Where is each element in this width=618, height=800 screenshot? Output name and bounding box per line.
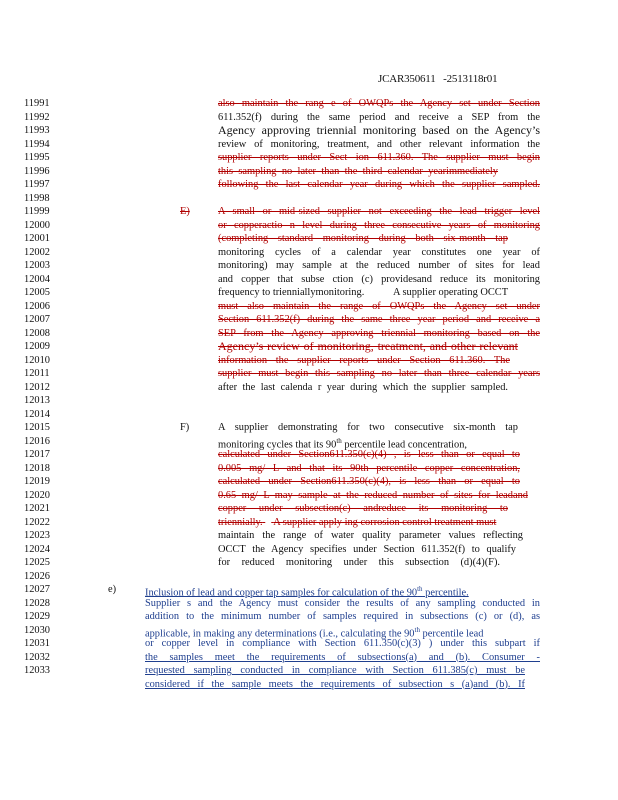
line-number: 11998 [24, 192, 50, 204]
document-id: JCAR350611 [378, 73, 436, 85]
line-number: 12007 [24, 314, 50, 325]
line-number: 12015 [24, 422, 50, 433]
text-line-12020: copper under subsection(c) andreduce its monitoring to [218, 503, 508, 514]
line-number: 11999 [24, 206, 50, 217]
text-line-12024: for reduced monitoring under this subsection (d)(4)(F). [218, 557, 500, 568]
line-number: 12014 [24, 408, 50, 420]
text-line-12032: requested sampling conducted in compliance with Section 611.385(c) must be [145, 665, 525, 676]
text-line-12014: A supplier demonstrating for two consecutive six-month tap [218, 422, 518, 433]
text-line-12015-part-a: monitoring cycles that its 90 [218, 438, 337, 450]
text-line-12016: calculated under Section611.350(c)(4) , is less than or equal to [218, 449, 520, 460]
text-line-12023: OCCT the Agency specifies under Section 611.352(f) to qualify [218, 543, 516, 555]
document-revision: -2513118r01 [443, 73, 498, 85]
text-line-12003: monitoring) may sample at the reduced number of sites for lead [218, 260, 540, 271]
text-line-11996: this sampling no later than the third calendar yearimmediately [218, 165, 498, 177]
text-line-12005 [218, 286, 540, 300]
item-marker-e-upper: E) [180, 206, 190, 217]
text-line-12021-part-b: A supplier apply ing corrosion control treatment must [273, 516, 497, 528]
superscript-th: th [336, 436, 342, 445]
line-number: 12009 [24, 341, 50, 352]
line-number: 11993 [24, 125, 50, 136]
line-number: 12025 [24, 557, 50, 568]
line-number: 12002 [24, 246, 50, 258]
line-number: 12030 [24, 624, 50, 636]
text-line-11994: review of monitoring, treatment, and other relevant information the [218, 138, 540, 150]
text-line-12031: the samples meet the requirements of subsections(a) and (b). Consumer - [145, 651, 540, 663]
line-number: 12020 [24, 489, 50, 501]
line-number: 12013 [24, 395, 50, 406]
line-number: 12006 [24, 300, 50, 312]
line-number-column [24, 97, 50, 678]
text-line-12015 [218, 435, 518, 449]
text-line-12022: maintain the range of water quality parameter values reflecting [218, 530, 523, 541]
line-number: 12008 [24, 327, 50, 339]
text-line-11993: Agency approving triennial monitoring based on the Agency’s [218, 123, 540, 137]
text-line-12002: monitoring cycles of a calendar year constitutes one year of [218, 246, 540, 258]
line-number: 11994 [24, 138, 50, 150]
text-line-12008: SEP from the Agency approving triennial monitoring based on the [218, 327, 540, 339]
line-number: 12029 [24, 611, 50, 622]
text-line-12017: 0.005 mg/ L and that its 90th percentile copper concentration, [218, 462, 520, 474]
text-line-12026 [145, 583, 525, 597]
line-number: 12010 [24, 354, 50, 366]
text-line-11991: also maintain the rang e of OWQPs the Agency set under Section [218, 98, 540, 109]
line-number: 12022 [24, 516, 50, 528]
line-number: 12011 [24, 368, 50, 379]
line-number: 12023 [24, 530, 50, 541]
item-marker-e-lower: e) [108, 584, 117, 595]
line-number: 12019 [24, 476, 50, 487]
text-line-12029 [145, 624, 540, 638]
text-line-12006: must also maintain the range of OWQPs the Agency set under [218, 300, 540, 312]
text-line-12005-part-b: A supplier operating OCCT [392, 287, 509, 298]
text-line-12026-part-b: percentile. [422, 587, 469, 599]
line-number: 12033 [24, 665, 50, 676]
line-number: 12028 [24, 597, 50, 609]
line-number: 11995 [24, 152, 50, 163]
text-line-11999: A small or mid-sized supplier not exceeding the lead trigger level [218, 206, 540, 217]
text-line-12033: considered if the sample meets the requirements of subsection s (a)and (b). If [145, 678, 525, 690]
line-number: 12018 [24, 462, 50, 474]
text-line-12028: addition to the minimum number of samples required in subsections (c) or (d), as [145, 611, 540, 622]
line-number: 12024 [24, 543, 50, 555]
text-line-12007: Section 611.352(f) during the same three year period and receive a [218, 314, 540, 325]
line-number: 12012 [24, 381, 50, 393]
line-number: 12003 [24, 260, 50, 271]
line-number: 12016 [24, 435, 50, 447]
line-number: 11997 [24, 179, 50, 190]
line-number: 11996 [24, 165, 50, 177]
text-line-12026-part-a: Inclusion of lead and copper tap samples for calculation of the 90 [145, 587, 418, 599]
text-line-12009: Agency’s review of monitoring, treatment, and other relevant [218, 339, 518, 353]
text-line-11997: following the last calendar year during which the supplier sampled. [218, 179, 540, 190]
text-line-12004: and copper that subse ction (c) providesand reduce its monitoring [218, 273, 540, 285]
text-line-11992: 611.352(f) during the same period and receive a SEP from the [218, 111, 540, 123]
line-number: 12001 [24, 233, 50, 244]
line-number: 12021 [24, 503, 50, 514]
text-line-12015-part-b: percentile lead concentration, [341, 438, 467, 450]
text-line-12021 [218, 516, 533, 530]
text-line-12018: calculated under Section611.350(c)(4), is less than or equal to [218, 476, 520, 487]
superscript-th: th [417, 585, 423, 593]
page-header [378, 73, 497, 85]
text-line-12010: information the supplier reports under Section 611.360. The [218, 354, 510, 366]
text-line-12012: after the last calenda r year during which the supplier sampled. [218, 381, 508, 393]
line-number: 12031 [24, 638, 50, 649]
text-line-12000: or copperactio n level during three consecutive years of monitoring [218, 219, 540, 231]
text-line-12021-part-a: triennially. [218, 516, 263, 528]
superscript-th: th [414, 625, 420, 634]
line-number: 12000 [24, 219, 50, 231]
text-line-12001: (completing standard monitoring during both six-month tap [218, 233, 508, 244]
text-line-12019: 0.65 mg/ L may sample at the reduced number of sites for leadand [218, 489, 528, 501]
text-line-12030: or copper level in compliance with Section 611.350(c)(3) ) under this subpart if [145, 638, 540, 649]
line-number: 12027 [24, 584, 50, 595]
text-line-12005-part-a: frequency to trienniallymonitoring. [218, 287, 365, 298]
text-line-11995: supplier reports under Sect ion 611.360. The supplier must begin [218, 152, 540, 163]
line-number: 12032 [24, 651, 50, 663]
line-number: 12005 [24, 287, 50, 298]
line-number: 12017 [24, 449, 50, 460]
line-number: 12004 [24, 273, 50, 285]
item-marker-f-upper: F) [180, 422, 190, 433]
text-line-12011: supplier must begin this sampling no later than three calendar years [218, 368, 540, 379]
line-number: 11991 [24, 98, 50, 109]
text-line-12029-part-a: applicable, in making any determinations (i.e., calculating the 90 [145, 627, 415, 639]
line-number: 11992 [24, 111, 50, 123]
text-line-12027: Supplier s and the Agency must consider the results of any sampling conducted in [145, 597, 540, 609]
text-line-12029-part-b: percentile lead [419, 627, 484, 639]
line-number: 12026 [24, 570, 50, 582]
